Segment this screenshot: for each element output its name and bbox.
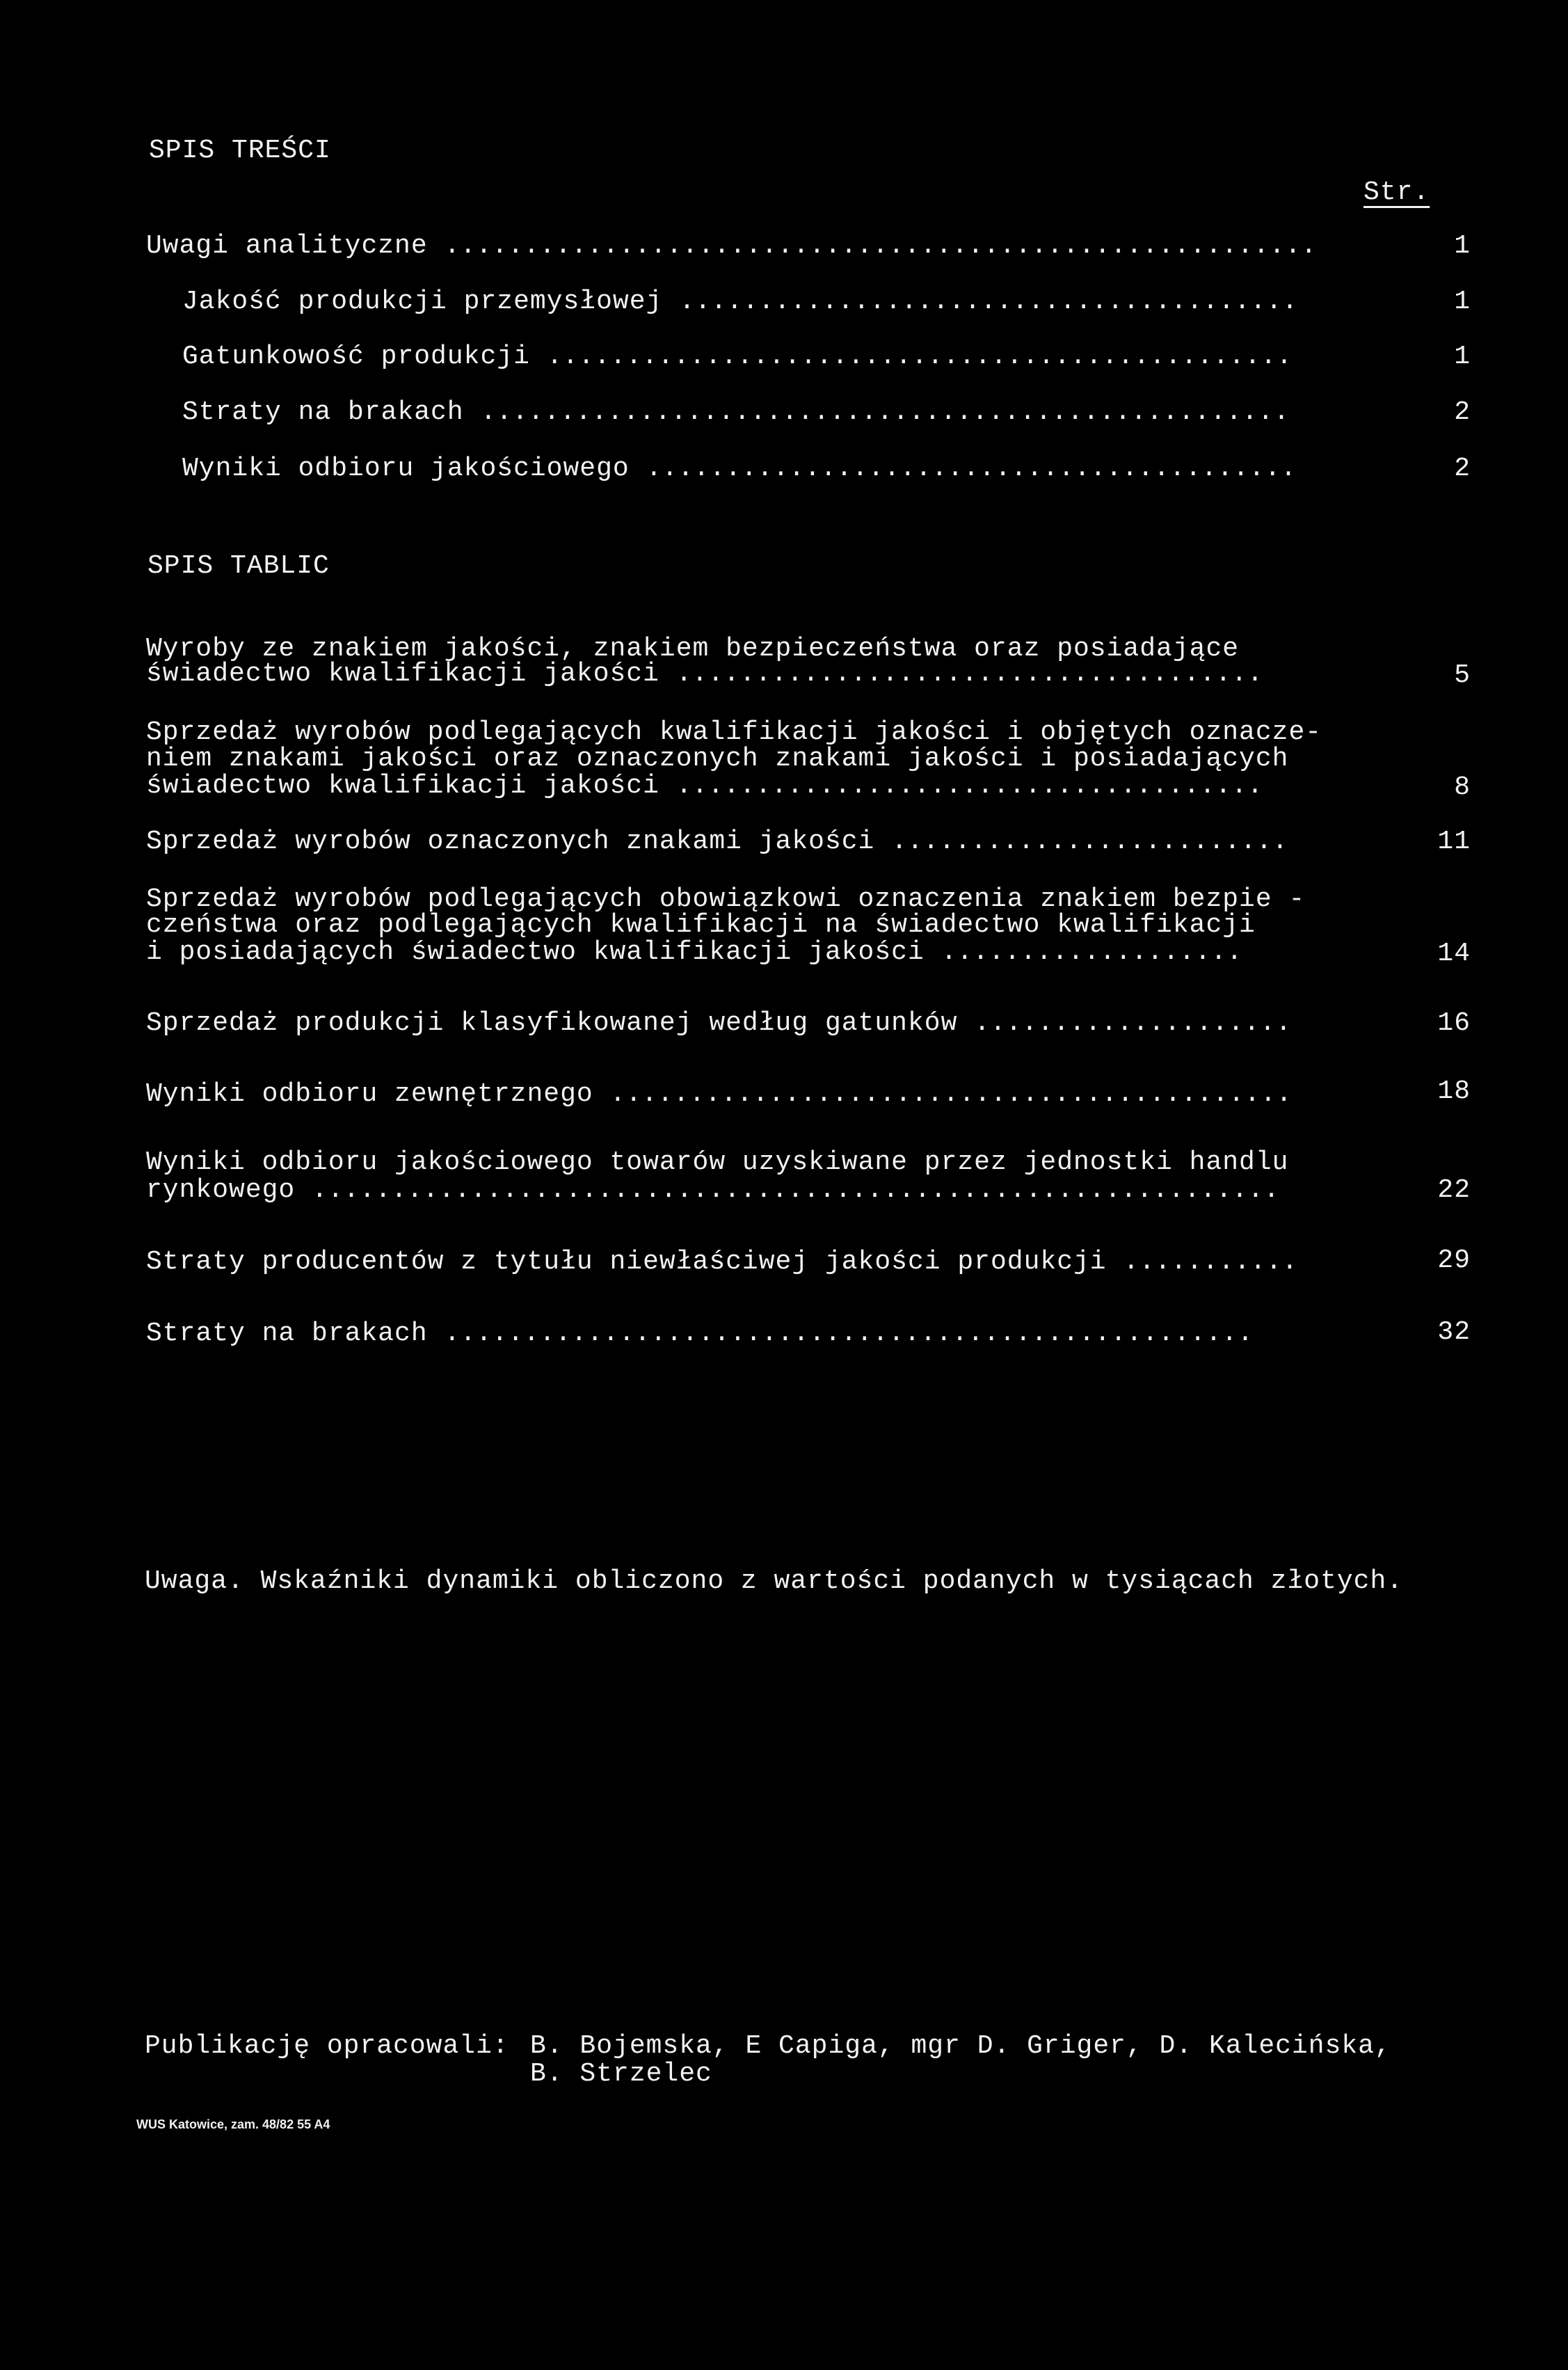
- credits-label: Publikację opracowali:: [145, 2031, 509, 2061]
- table-entry-line: niem znakami jakości oraz oznaczonych znakami jakości i posiadających: [146, 744, 1289, 774]
- table-entry-line: Straty producentów z tytułu niewłaściwej jakości produkcji ...........: [146, 1247, 1298, 1277]
- tables-title: SPIS TABLIC: [147, 551, 330, 581]
- table-entry-page: 11: [1437, 827, 1471, 857]
- print-mark: WUS Katowice, zam. 48/82 55 A4: [136, 2117, 330, 2131]
- table-entry-page: 29: [1437, 1246, 1471, 1275]
- credits-line-2: B. Strzelec: [530, 2059, 712, 2089]
- table-entry-page: 18: [1437, 1076, 1471, 1106]
- toc-entry-label: Gatunkowość produkcji: [182, 342, 530, 372]
- toc-entry: Jakość produkcji przemysłowej .......................................: [182, 287, 1298, 317]
- table-entry-line: Wyroby ze znakiem jakości, znakiem bezpieczeństwa oraz posiadające: [146, 634, 1240, 664]
- credits-line-1: B. Bojemska, E Capiga, mgr D. Griger, D. Kalecińska,: [530, 2031, 1391, 2061]
- table-entry-line-text: Straty na brakach: [146, 1319, 428, 1349]
- table-entry-line: Straty na brakach ...................................................: [146, 1319, 1254, 1349]
- table-entry-line: świadectwo kwalifikacji jakości .....................................: [146, 659, 1263, 689]
- toc-entry: Gatunkowość produkcji ...............................................: [182, 342, 1293, 372]
- table-entry-page: 16: [1437, 1008, 1471, 1038]
- table-entry-line-text: świadectwo kwalifikacji jakości: [146, 659, 659, 689]
- toc-entry-label: Straty na brakach: [182, 397, 464, 427]
- table-entry-line-text: Sprzedaż produkcji klasyfikowanej według gatunków: [146, 1008, 958, 1038]
- table-entry-page: 5: [1454, 660, 1471, 690]
- note-text: Uwaga. Wskaźniki dynamiki obliczono z wartości podanych w tysiącach złotych.: [145, 1566, 1404, 1596]
- table-entry-line-text: rynkowego: [146, 1175, 296, 1205]
- toc-entry-page: 1: [1454, 231, 1471, 261]
- table-entry-line-text: Straty producentów z tytułu niewłaściwej jakości produkcji: [146, 1247, 1107, 1277]
- toc-entry: Straty na brakach ...................................................: [182, 397, 1290, 427]
- toc-entry: Wyniki odbioru jakościowego .........................................: [182, 454, 1297, 484]
- table-entry-line: Wyniki odbioru zewnętrznego ...........................................: [146, 1079, 1293, 1109]
- table-entry-line: Sprzedaż produkcji klasyfikowanej według gatunków ....................: [146, 1008, 1292, 1038]
- toc-entry-page: 2: [1454, 397, 1471, 427]
- table-entry-page: 32: [1437, 1317, 1471, 1347]
- table-entry-line: świadectwo kwalifikacji jakości .....................................: [146, 771, 1263, 801]
- toc-entry-label: Jakość produkcji przemysłowej: [182, 287, 663, 317]
- table-entry-line-text: świadectwo kwalifikacji jakości: [146, 771, 659, 801]
- page-column-header: Str.: [1363, 177, 1430, 207]
- table-entry-line: Sprzedaż wyrobów oznaczonych znakami jakości .........................: [146, 827, 1288, 857]
- table-entry-line-text: Sprzedaż wyrobów oznaczonych znakami jakości: [146, 827, 875, 857]
- table-entry-page: 8: [1454, 772, 1471, 802]
- table-entry-line: czeństwa oraz podlegających kwalifikacji na świadectwo kwalifikacji: [146, 910, 1256, 940]
- table-entry-line: rynkowego .............................................................: [146, 1175, 1280, 1205]
- table-entry-page: 14: [1437, 939, 1471, 969]
- table-entry-line: Wyniki odbioru jakościowego towarów uzyskiwane przez jednostki handlu: [146, 1147, 1289, 1177]
- toc-entry-label: Wyniki odbioru jakościowego: [182, 454, 630, 484]
- table-entry-line: Sprzedaż wyrobów podlegających kwalifikacji jakości i objętych oznacze-: [146, 717, 1322, 747]
- table-entry-line-text: i posiadających świadectwo kwalifikacji jakości: [146, 937, 925, 967]
- toc-entry-page: 1: [1454, 342, 1471, 372]
- toc-entry-label: Uwagi analityczne: [146, 231, 428, 261]
- table-entry-line: i posiadających świadectwo kwalifikacji jakości ...................: [146, 937, 1242, 967]
- toc-entry-page: 1: [1454, 287, 1471, 317]
- table-entry-line-text: Wyniki odbioru zewnętrznego: [146, 1079, 593, 1109]
- table-entry-line: Sprzedaż wyrobów podlegających obowiązkowi oznaczenia znakiem bezpie -: [146, 884, 1306, 914]
- contents-title: SPIS TREŚCI: [149, 136, 331, 166]
- toc-entry-page: 2: [1454, 454, 1471, 484]
- toc-entry: Uwagi analityczne .......................................................: [146, 231, 1317, 261]
- table-entry-page: 22: [1437, 1175, 1471, 1205]
